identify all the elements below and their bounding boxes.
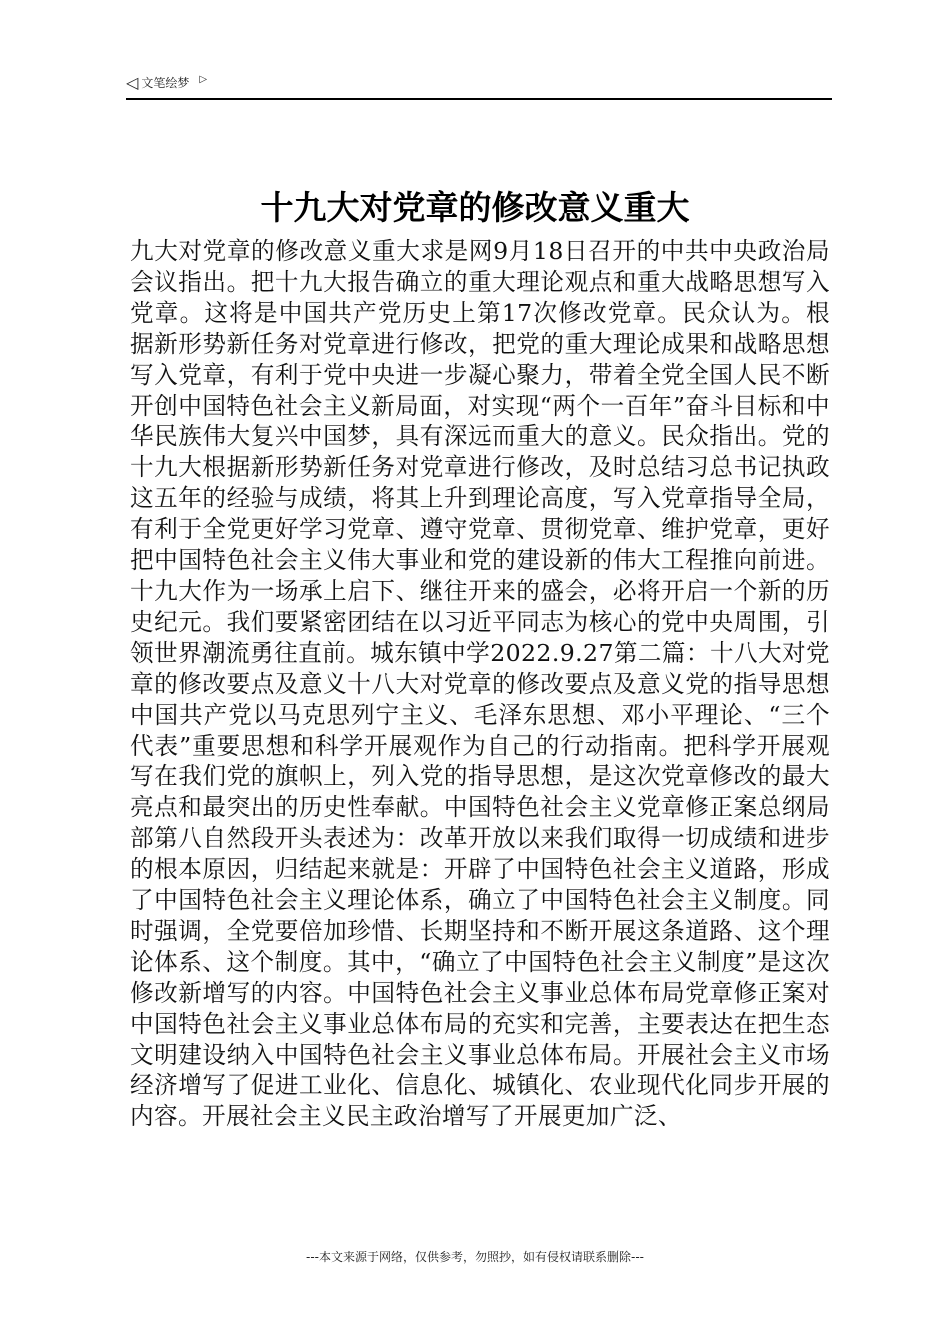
brand-text: 文笔绘梦 [141,76,190,90]
brand [126,74,207,91]
document-title: 十九大对党章的修改意义重大 [260,188,690,227]
triangle-right-icon: ▷ [199,74,208,85]
page-header [126,72,832,100]
document-body: 九大对党章的修改意义重大求是网9月18日召开的中共中央政治局会议指出。把十九大报告确立的重大理论观点和重大战略思想写入党章。这将是中国共产党历史上第17次修改党章。民众认为。根据新形势新任务对党章进行修改，把党的重大理论成果和战略思想写入党章，有利于党中央进一步凝心聚力，带着全党全国人民不断开创中国特色社会主义新局面，对实现“两个一百年”奋斗目标和中华民族伟大复兴中国梦，具有深远而重大的意义。民众指出。党的十九大根据新形势新任务对党章进行修改，及时总结习总书记执政这五年的经验与成绩，将其上升到理论高度，写入党章指导全局，有利于全党更好学习党章、遵守党章、贯彻党章、维护党章，更好把中国特色社会主义伟大事业和党的建设新的伟大工程推向前进。十九大作为一场承上启下、继往开来的盛会，必将开启一个新的历史纪元。我们要紧密团结在以习近平同志为核心的党中央周围，引领世界潮流勇往直前。城东镇中学2022.9.27第二篇：十八大对党章的修改要点及意义十八大对党章的修改要点及意义党的指导思想中国共产党以马克思列宁主义、毛泽东思想、邓小平理论、“三个代表”重要思想和科学开展观作为自己的行动指南。把科学开展观写在我们党的旗帜上，列入党的指导思想，是这次党章修改的最大亮点和最突出的历史性奉献。中国特色社会主义党章修正案总纲局部第八自然段开头表述为：改革开放以来我们取得一切成绩和进步的根本原因，归结起来就是：开辟了中国特色社会主义道路，形成了中国特色社会主义理论体系，确立了中国特色社会主义制度。同时强调，全党要倍加珍惜、长期坚持和不断开展这条道路、这个理论体系、这个制度。其中，“确立了中国特色社会主义制度”是这次修改新增写的内容。中国特色社会主义事业总体布局党章修正案对中国特色社会主义事业总体布局的充实和完善，主要表达在把生态文明建设纳入中国特色社会主义事业总体布局。开展社会主义市场经济增写了促进工业化、信息化、城镇化、农业现代化同步开展的内容。开展社会主义民主政治增写了开展更加广泛、 [130,237,830,1131]
triangle-left-icon: ◁ [126,72,139,92]
footer-disclaimer: ---本文来源于网络，仅供参考，勿照抄，如有侵权请联系删除--- [306,1250,644,1264]
